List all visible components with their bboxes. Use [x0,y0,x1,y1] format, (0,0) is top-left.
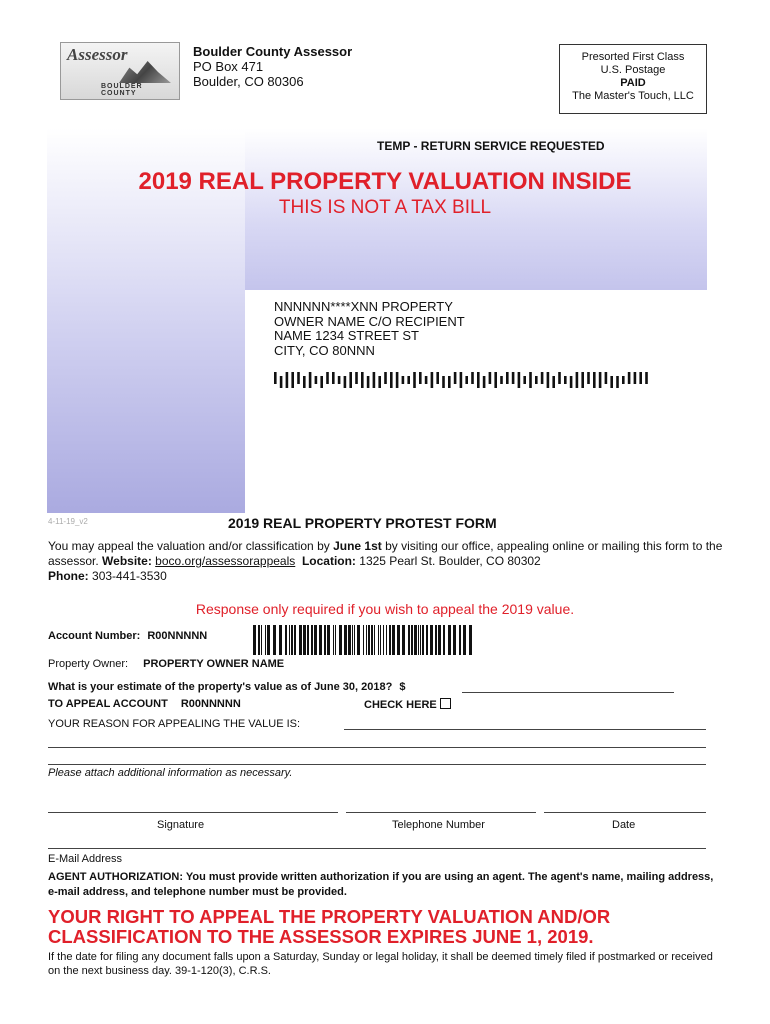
reason-label: YOUR REASON FOR APPEALING THE VALUE IS: [48,718,301,730]
postage-indicia: Presorted First Class U.S. Postage PAID The Master's Touch, LLC [559,44,707,114]
return-address-line2: Boulder, CO 80306 [193,74,304,89]
reason-field-line1[interactable] [344,729,706,730]
appeal-expiration-notice: YOUR RIGHT TO APPEAL THE PROPERTY VALUATION AND/OR CLASSIFICATION TO THE ASSESSOR EXPIRES JUNE 1, 2019. [48,906,611,947]
protest-intro: You may appeal the valuation and/or classification by June 1st by visiting our office, appealing online or mailing this form to the assessor. Website: boco.org/assessorappeals Location: 1325 Pearl St. Boulder, CO 80302 Phone: 303-441-3530 [48,539,723,583]
account-number-row: Account Number: R00NNNNN [48,630,208,642]
telephone-label: Telephone Number [392,819,485,831]
attach-note: Please attach additional information as necessary. [48,767,293,779]
estimate-value-field[interactable] [462,692,674,693]
postal-barcode [274,372,654,388]
not-tax-bill-notice: THIS IS NOT A TAX BILL [278,197,492,218]
appeal-checkbox[interactable] [440,698,451,709]
check-here-row: CHECK HERE [364,698,451,711]
to-appeal-row: TO APPEAL ACCOUNT R00NNNNN [48,698,241,710]
appeal-website-link[interactable]: boco.org/assessorappeals [155,554,296,568]
signature-field[interactable] [48,812,338,813]
property-owner-row: Property Owner: PROPERTY OWNER NAME [48,658,285,670]
document-id: 4-11-19_v2 [48,517,88,526]
telephone-field[interactable] [346,812,536,813]
account-barcode [253,625,475,655]
protest-form-title: 2019 REAL PROPERTY PROTEST FORM [228,515,497,531]
date-field[interactable] [544,812,706,813]
reason-field-line2[interactable] [48,747,706,748]
recipient-address: NNNNNN****XNN PROPERTY OWNER NAME C/O RECIPIENT NAME 1234 STREET ST CITY, CO 80NNN [274,299,465,358]
email-label: E-Mail Address [48,853,122,865]
return-address-name: Boulder County Assessor [193,44,353,59]
date-label: Date [612,819,636,831]
reason-field-line3[interactable] [48,764,706,765]
return-address-line1: PO Box 471 [193,59,264,74]
filing-date-footnote: If the date for filing any document falls upon a Saturday, Sunday or legal holiday, it shall be deemed timely filed if postmarked or received on the next business day. 39-1-120(3), C.R.S. [48,951,713,977]
return-service-notice: TEMP - RETURN SERVICE REQUESTED [377,139,605,153]
return-address [193,44,352,89]
estimate-question: What is your estimate of the property's value as of June 30, 2018? $ [48,681,406,693]
response-note: Response only required if you wish to appeal the 2019 value. [195,601,575,617]
email-field[interactable] [48,848,706,849]
assessor-logo: Assessor BOULDER COUNTY [60,42,180,100]
signature-label: Signature [157,819,205,831]
valuation-headline: 2019 REAL PROPERTY VALUATION INSIDE [138,168,632,195]
agent-authorization-note: AGENT AUTHORIZATION: You must provide written authorization if you are using an agent. The agent's name, mailing address, e-mail address, and telephone number must be provided. [48,871,714,898]
